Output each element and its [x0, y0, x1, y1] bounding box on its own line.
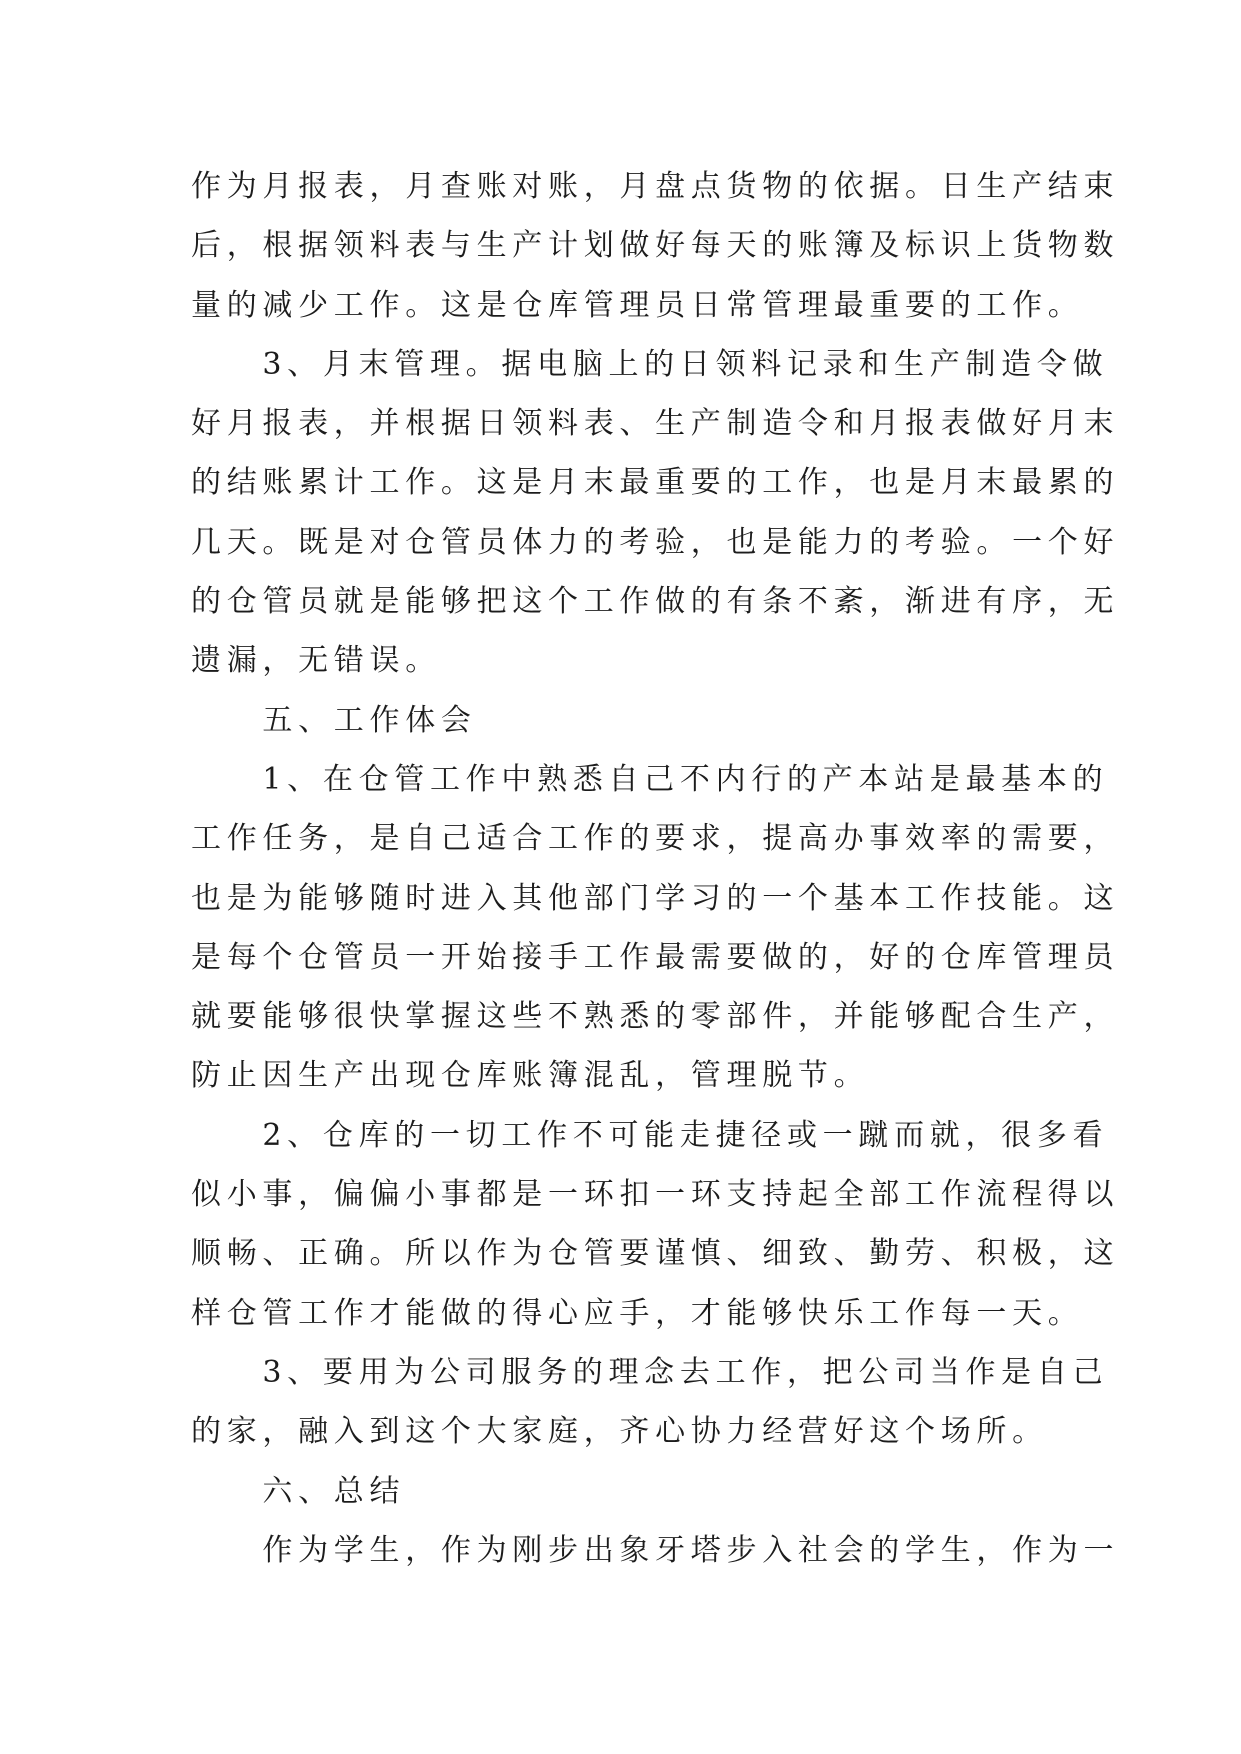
document-body: [191, 157, 1120, 1580]
text-line: 作为月报表，月查账对账，月盘点货物的依据。日生产结束: [191, 169, 1120, 204]
text-line: 也是为能够随时进入其他部门学习的一个基本工作技能。这: [191, 880, 1120, 916]
text-line: 作为学生，作为刚步出象牙塔步入社会的学生，作为一: [191, 1532, 1120, 1568]
text-line: 的家，融入到这个大家庭，齐心协力经营好这个场所。: [191, 1414, 1048, 1450]
text-line: 似小事，偏偏小事都是一环扣一环支持起全部工作流程得以: [191, 1177, 1120, 1213]
paragraph-summary: [191, 1521, 1120, 1580]
paragraph-experience-3: [191, 1343, 1109, 1462]
section-heading: 六、总结: [191, 1473, 406, 1509]
paragraph-experience-1: [191, 750, 1120, 1106]
text-line: 顺畅、正确。所以作为仓管要谨慎、细致、勤劳、积极，这: [191, 1236, 1120, 1272]
paragraph-daily-management-end: [191, 157, 1120, 335]
text-line: 量的减少工作。这是仓库管理员日常管理最重要的工作。: [191, 287, 1084, 323]
text-line: 就要能够很快掌握这些不熟悉的零部件，并能够配合生产，: [191, 999, 1120, 1035]
text-line: 的结账累计工作。这是月末最重要的工作，也是月末最累的: [191, 465, 1120, 501]
text-line: 几天。既是对仓管员体力的考验，也是能力的考验。一个好: [191, 524, 1120, 560]
text-line: 好月报表，并根据日领料表、生产制造令和月报表做好月末: [191, 406, 1120, 442]
text-line: 样仓管工作才能做的得心应手，才能够快乐工作每一天。: [191, 1295, 1084, 1331]
section-heading: 五、工作体会: [191, 702, 477, 738]
text-line: 3、月末管理。据电脑上的日领料记录和生产制造令做: [191, 346, 1109, 382]
text-line: 工作任务，是自己适合工作的要求，提高办事效率的需要，: [191, 821, 1120, 857]
text-line: 是每个仓管员一开始接手工作最需要做的，好的仓库管理员: [191, 939, 1120, 975]
paragraph-month-end-management: [191, 335, 1120, 691]
text-line: 后，根据领料表与生产计划做好每天的账簿及标识上货物数: [191, 228, 1120, 264]
paragraph-experience-2: [191, 1106, 1120, 1343]
text-line: 1、在仓管工作中熟悉自己不内行的产本站是最基本的: [191, 761, 1109, 797]
text-line: 2、仓库的一切工作不可能走捷径或一蹴而就，很多看: [191, 1117, 1109, 1153]
text-line: 3、要用为公司服务的理念去工作，把公司当作是自己: [191, 1354, 1109, 1390]
text-line: 的仓管员就是能够把这个工作做的有条不紊，渐进有序，无: [191, 584, 1120, 620]
text-line: 防止因生产出现仓库账簿混乱，管理脱节。: [191, 1058, 870, 1094]
section-heading-work-experience: [191, 691, 1071, 750]
text-line: 遗漏，无错误。: [191, 643, 441, 679]
section-heading-summary: [191, 1462, 1071, 1521]
